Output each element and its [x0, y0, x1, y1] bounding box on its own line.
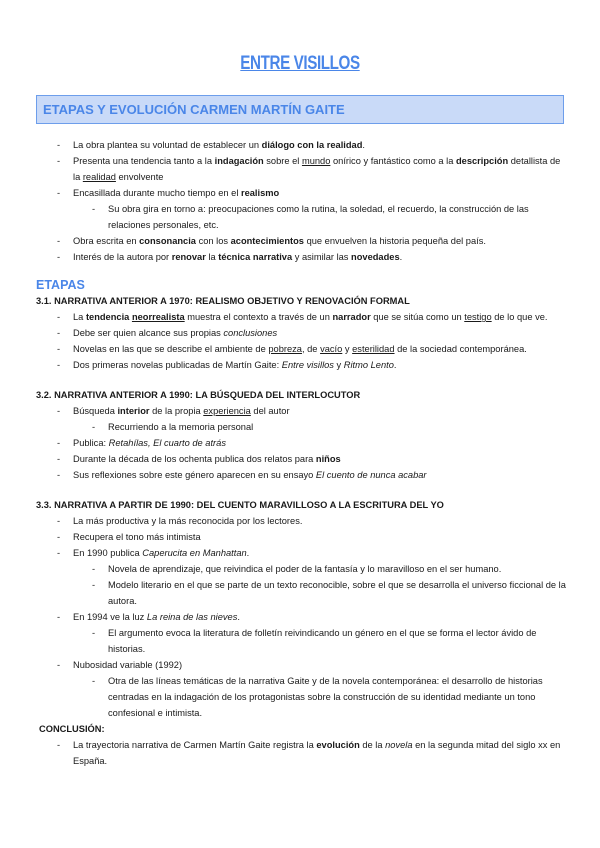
text-run: detallista de la — [73, 156, 561, 182]
text-run: conclusiones — [223, 328, 278, 338]
list-item — [36, 609, 566, 625]
text-run: envolvente — [115, 172, 164, 182]
text-run: esterilidad — [352, 344, 395, 354]
text-run: Ritmo Lento — [343, 360, 394, 370]
text-run: . — [237, 612, 240, 622]
text-run: Recupera el tono más intimista — [73, 532, 201, 542]
bullet-dash-icon: - — [57, 188, 61, 198]
bullet-dash-icon: - — [57, 406, 61, 416]
document-body — [36, 137, 566, 769]
list-item — [36, 657, 566, 673]
text-run: mundo — [301, 156, 331, 166]
text-run: vacío — [320, 344, 343, 354]
list-item — [36, 153, 566, 185]
intro-list — [36, 137, 566, 265]
section-3-1-list — [36, 309, 566, 373]
text-run: que envuelven la historia pequeña del país. — [303, 236, 486, 246]
text-run: Novela de aprendizaje, que reivindica el poder de la fantasía y lo maravilloso en el ser humano. — [108, 564, 502, 574]
text-run: La trayectoria narrativa de Carmen Martín Gaite registra la — [73, 740, 317, 750]
bullet-dash-icon: - — [57, 236, 61, 246]
text-run: experiencia — [203, 406, 251, 416]
text-run: onírico y fantástico como a la — [330, 156, 456, 166]
list-item — [36, 249, 566, 265]
text-run: tendencia — [85, 312, 130, 322]
list-item — [36, 435, 566, 451]
text-run: El cuento de nunca acabar — [315, 470, 427, 480]
text-run: de lo que ve. — [491, 312, 548, 322]
text-run: . — [362, 140, 366, 150]
text-run: muestra el contexto a través de un — [184, 312, 333, 322]
section-heading-3-2: 3.2. NARRATIVA ANTERIOR A 1990: LA BÚSQUEDA DEL INTERLOCUTOR — [36, 390, 361, 400]
text-run: interior — [117, 406, 150, 416]
section-heading-3-3: 3.3. NARRATIVA A PARTIR DE 1990: DEL CUENTO MARAVILLOSO A LA ESCRITURA DEL YO — [36, 500, 444, 510]
text-run: En 1994 ve la luz — [73, 612, 147, 622]
text-run: indagación — [214, 156, 264, 166]
list-item — [36, 737, 566, 769]
text-run: de la sociedad contemporánea. — [394, 344, 527, 354]
conclusion-list — [36, 737, 566, 769]
text-run: acontecimientos — [230, 236, 304, 246]
text-run: Retahílas, El cuarto de atrás — [108, 438, 226, 448]
text-run: Nubosidad variable (1992) — [73, 660, 183, 670]
text-run: renovar — [171, 252, 206, 262]
bullet-dash-icon: - — [92, 422, 96, 432]
text-run: narrador — [332, 312, 371, 322]
banner-title: ETAPAS Y EVOLUCIÓN CARMEN MARTÍN GAITE — [43, 102, 345, 117]
bullet-dash-icon: - — [57, 140, 61, 150]
bullet-dash-icon: - — [57, 612, 61, 622]
list-item — [36, 419, 566, 435]
text-run: en la segunda mitad del siglo xx en España. — [73, 740, 561, 766]
list-item — [36, 137, 566, 153]
text-run: Publica: — [73, 438, 109, 448]
bullet-dash-icon: - — [92, 676, 96, 686]
text-run: diálogo con la realidad — [261, 140, 363, 150]
text-run: evolución — [316, 740, 360, 750]
bullet-dash-icon: - — [57, 438, 61, 448]
text-run: realidad — [82, 172, 116, 182]
text-run: Presenta una tendencia tanto a la — [73, 156, 215, 166]
text-run: . — [399, 252, 403, 262]
list-item — [36, 467, 566, 483]
text-run: En 1990 publica — [73, 548, 143, 558]
bullet-dash-icon: - — [57, 660, 61, 670]
text-run: El argumento evoca la literatura de folletín reivindicando un género en el que se forma el lector ávido de historias. — [108, 628, 537, 654]
text-run: del autor — [250, 406, 290, 416]
text-run: novela — [385, 740, 413, 750]
list-item — [36, 529, 566, 545]
text-run: La reina de las nieves — [146, 612, 238, 622]
text-run: consonancia — [139, 236, 196, 246]
text-run: Sus reflexiones sobre este género aparecen en su ensayo — [73, 470, 316, 480]
bullet-dash-icon: - — [57, 344, 61, 354]
text-run: La — [73, 312, 86, 322]
section-3-2-list — [36, 403, 566, 483]
list-item — [36, 325, 566, 341]
list-item — [36, 673, 566, 721]
text-run: con los — [195, 236, 231, 246]
text-run: y — [342, 344, 353, 354]
list-item — [36, 341, 566, 357]
text-run: pobreza — [268, 344, 302, 354]
text-run: neorrealista — [131, 312, 185, 322]
text-run: Otra de las líneas temáticas de la narrativa Gaite y de la novela contemporánea: el desarrollo de historias centradas en la indagación de los protagonistas sobre la construcción de su identidad mediante un tono confesional e intimista. — [108, 676, 543, 718]
text-run: Novelas en las que se describe el ambiente de — [73, 344, 269, 354]
text-run: . — [393, 360, 397, 370]
conclusion-heading: CONCLUSIÓN: — [39, 724, 105, 734]
list-item — [36, 201, 566, 233]
bullet-dash-icon: - — [57, 156, 61, 166]
text-run: Caperucita en Manhattan — [142, 548, 247, 558]
text-run: Dos primeras novelas publicadas de Martín Gaite: — [73, 360, 282, 370]
text-run: realismo — [240, 188, 280, 198]
text-run: descripción — [455, 156, 509, 166]
text-run: sobre el — [263, 156, 302, 166]
list-item — [36, 185, 566, 201]
bullet-dash-icon: - — [57, 516, 61, 526]
text-run: técnica narrativa — [218, 252, 293, 262]
list-item — [36, 577, 566, 609]
bullet-dash-icon: - — [92, 204, 96, 214]
bullet-dash-icon: - — [57, 454, 61, 464]
text-run: Durante la década de los ochenta publica dos relatos para — [73, 454, 316, 464]
text-run: Interés de la autora por — [73, 252, 172, 262]
text-run: la — [205, 252, 219, 262]
bullet-dash-icon: - — [57, 532, 61, 542]
bullet-dash-icon: - — [92, 580, 96, 590]
bullet-dash-icon: - — [57, 548, 61, 558]
list-item — [36, 403, 566, 419]
bullet-dash-icon: - — [92, 628, 96, 638]
text-run: que se sitúa como un — [370, 312, 465, 322]
list-item — [36, 513, 566, 529]
bullet-dash-icon: - — [57, 360, 61, 370]
text-run: La más productiva y la más reconocida por los lectores. — [73, 516, 303, 526]
text-run: , de — [301, 344, 321, 354]
bullet-dash-icon: - — [57, 740, 61, 750]
text-run: de la propia — [149, 406, 204, 416]
text-run: Obra escrita en — [73, 236, 140, 246]
list-item — [36, 451, 566, 467]
section-3-3-list — [36, 513, 566, 721]
text-run: Debe ser quien alcance sus propias — [73, 328, 224, 338]
bullet-dash-icon: - — [57, 252, 61, 262]
bullet-dash-icon: - — [57, 328, 61, 338]
bullet-dash-icon: - — [57, 312, 61, 322]
list-item — [36, 561, 566, 577]
text-run: Entre visillos — [281, 360, 334, 370]
text-run: La obra plantea su voluntad de establecer un — [73, 140, 262, 150]
list-item — [36, 309, 566, 325]
list-item — [36, 233, 566, 249]
text-run: Búsqueda — [73, 406, 118, 416]
text-run: Recurriendo a la memoria personal — [108, 422, 254, 432]
text-run: Encasillada durante mucho tiempo en el — [73, 188, 241, 198]
section-banner — [36, 95, 564, 124]
text-run: y — [333, 360, 344, 370]
text-run: niños — [315, 454, 341, 464]
section-heading-3-1: 3.1. NARRATIVA ANTERIOR A 1970: REALISMO OBJETIVO Y RENOVACIÓN FORMAL — [36, 296, 410, 306]
text-run: y asimilar las — [292, 252, 352, 262]
text-run: de la — [359, 740, 386, 750]
list-item — [36, 545, 566, 561]
bullet-dash-icon: - — [92, 564, 96, 574]
etapas-heading: ETAPAS — [36, 278, 85, 292]
text-run: . — [246, 548, 250, 558]
text-run: novedades — [351, 252, 400, 262]
list-item — [36, 625, 566, 657]
document-title: ENTRE VISILLOS — [240, 53, 360, 74]
list-item — [36, 357, 566, 373]
text-run: Su obra gira en torno a: preocupaciones como la rutina, la soledad, el recuerdo, la construcción de las relaciones personales, etc. — [108, 204, 529, 230]
bullet-dash-icon: - — [57, 470, 61, 480]
text-run: testigo — [464, 312, 492, 322]
text-run: Modelo literario en el que se parte de un texto reconocible, sobre el que se desarrolla el universo ficcional de la autora. — [108, 580, 566, 606]
